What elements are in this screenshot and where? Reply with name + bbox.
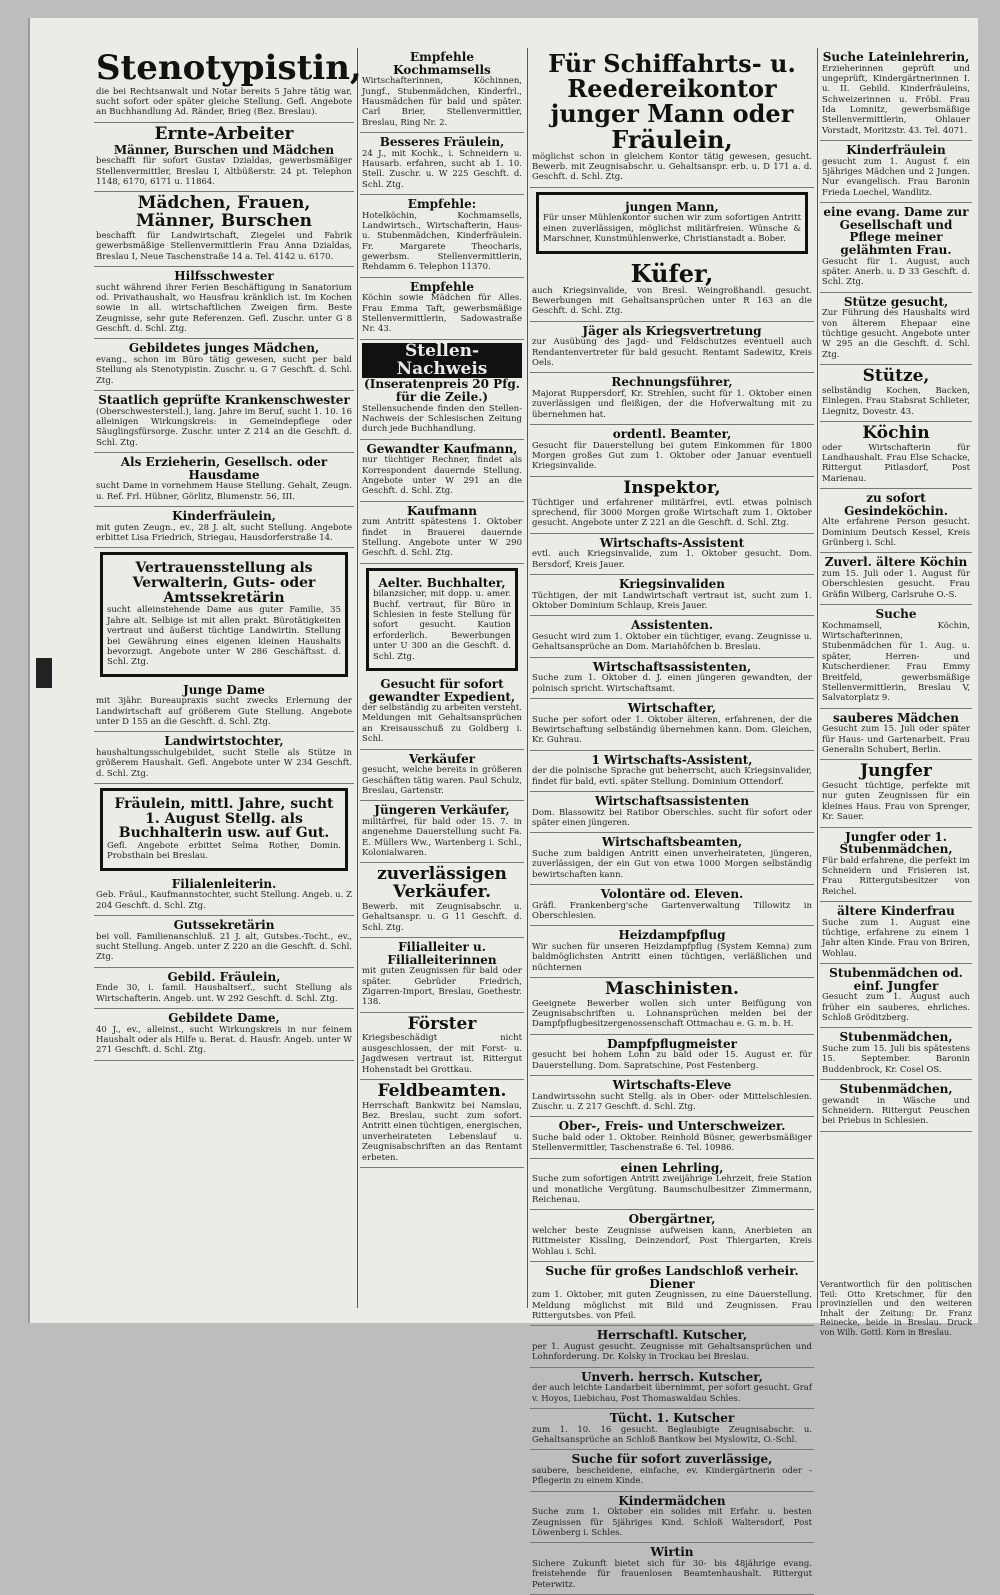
ad-body: gewandt in Wäsche und Schneidern. Rittergut Peuschen bei Priebus in Schlesien.: [822, 1095, 970, 1127]
classified-ad: [530, 751, 814, 792]
ad-headline: Dampfpflugmeister: [607, 1036, 737, 1051]
ad-headline: Filialenleiterin.: [171, 876, 277, 891]
ad-body: beschafft für sofort Gustav Dzialdas, gewerbsmäßiger Stellenvermittler, Breslau I, Altbüßerstr. 24 pt. Telephon 1148, 6170, 6171 u. 11864.: [96, 156, 352, 187]
ad-body: Hotelköchin, Kochmamsells, Landwirtsch., Wirtschafterin, Haus- u. Stubenmädchen, Kinderfräulein. Fr. Margarete Theocharis, gewerbsm. Stellenvermittlerin, Rehdamm 6. Telephon 11370.: [362, 210, 522, 273]
ad-body: Herrschaft Bankwitz bei Namslau, Bez. Breslau, sucht zum sofort. Antritt einen tüchtigen, energischen, unverheirateten Lebenslauf u. Zeugnisabschriften an das Rentamt erbeten.: [362, 1100, 522, 1163]
ad-body: mit guten Zeugn., ev., 28 J. alt, sucht Stellung. Angebote erbittet Lisa Friedrich, Striegau, Hausdorferstraße 14.: [96, 522, 352, 543]
ad-body: der auch leichte Landarbeit übernimmt, per sofort gesucht. Graf v. Hoyos, Liebichau, Post Thomaswaldau Schles.: [532, 1383, 812, 1404]
classified-ad: [530, 258, 814, 322]
ad-headline: Wirtschafter,: [627, 700, 717, 715]
ad-body: Kriegsbeschädigt nicht ausgeschlossen, der mit Forst- u. Jagdwesen vertraut ist. Rittergut Hohenstadt bei Grottkau.: [362, 1033, 522, 1075]
ad-headline: Empfehle Kochmamsells: [393, 50, 491, 77]
classified-ad: [820, 828, 972, 903]
ad-headline: Kaufmann: [406, 503, 477, 518]
ad-body: Gesucht zum 15. Juli oder später für Haus- und Gartenarbeit. Frau Generalin Schubert, Berlin.: [822, 724, 970, 755]
ad-body: Köchin sowie Mädchen für Alles. Frau Emma Taft, gewerbsmäßige Stellenvermittlerin, Sadowastraße Nr. 43.: [362, 293, 522, 335]
ad-headline: einen Lehrling,: [620, 1160, 724, 1175]
ad-headline: Mädchen, Frauen, Männer, Burschen: [135, 193, 313, 232]
classified-ad: [820, 760, 972, 827]
ad-body: militärfrei, für bald oder 15. 7. in angenehme Dauerstellung sucht Fa. E. Müllers Ww., Wartenberg i. Schl., Kolonialwaren.: [362, 816, 522, 858]
ad-body: evang., schon im Büro tätig gewesen, sucht per bald Stellung als Stenotypistin. Zuschr. u. G 7 Geschft. d. Schl. Ztg.: [96, 355, 352, 386]
classified-ad: [820, 1080, 972, 1132]
classified-ad: [530, 48, 814, 188]
binding-mark: [36, 658, 52, 688]
ad-body: sucht während ihrer Ferien Beschäftigung in Sanatorium od. Privathaushalt, wo Hausfrau kränklich ist. Im Kochen sowie in all. wirtschaftlichen Zweigen firm. Beste Zeugnisse, sehr gute Referenzen. Gefl. Zuschr. unter G 8 Geschft. d. Schl. Ztg.: [96, 282, 352, 335]
classified-ad: [530, 1262, 814, 1326]
ad-headline: Für Schiffahrts- u. Reedereikontor: [548, 49, 796, 104]
classified-ad: [360, 801, 524, 863]
ad-headline: zu sofort Gesindeköchin.: [844, 491, 948, 518]
classified-ad: [820, 605, 972, 708]
ad-headline: Hilfsschwester: [174, 269, 274, 284]
ad-body: Tüchtiger und erfahrener militärfrei, evtl. etwas polnisch sprechend, für 3000 Morgen große Wirtschaft zum 1. Oktober gesucht. Angebote unter Z 221 an die Geschft. d. Schl. Ztg.: [532, 497, 812, 529]
classified-ad: [360, 340, 524, 440]
classified-ad: [530, 1492, 814, 1544]
ad-headline: Fräulein, mittl. Jahre, sucht 1. August Stellg. als Buchhalterin usw. auf Gut.: [114, 795, 334, 842]
ad-headline: Herrschaftl. Kutscher,: [596, 1328, 748, 1343]
ad-body: Für unser Mühlenkontor suchen wir zum sofortigen Antritt einen zuverlässigen, möglichst militärfreien. Wünsche & Marschner, Kunstmühlenwerke, Christianstadt a. Bober.: [543, 213, 801, 245]
classified-ad: [530, 658, 814, 699]
classified-ad: [530, 322, 814, 374]
classified-ad: [360, 48, 524, 133]
ad-headline: Gebild. Fräulein,: [167, 969, 281, 984]
classified-ad: [530, 575, 814, 616]
ad-headline: Vertrauensstellung als Verwalterin, Guts- oder Amtssekretärin: [132, 560, 316, 606]
ad-headline: Als Erzieherin, Gesellsch. oder Hausdame: [120, 455, 328, 482]
ad-body: Dom. Blassowitz bei Ratibor Oberschles. sucht für sofort oder später einen jüngeren.: [532, 807, 812, 828]
ad-body: Suche zum 1. August eine tüchtige, erfahrene zu einem 1 Jahr alten Kinde. Frau von Briren, Wohlau.: [822, 917, 970, 959]
ad-body: Suche zum 1. Oktober ein solides mit Erfahr. u. besten Zeugnissen für 5jähriges Kind. Schloß Waltersdorf, Post Löwenberg i. Schles.: [532, 1507, 812, 1538]
ad-headline: Suche Lateinlehrerin,: [822, 50, 970, 64]
classified-ad: [360, 863, 524, 938]
ad-body: beschafft für Landwirtschaft, Ziegelei und Fabrik gewerbsmäßige Stellenvermittlerin Frau Anna Dzialdas, Breslau I, Neue Taschenstraße 14 a. Tel. 4142 u. 6170.: [96, 230, 352, 262]
ad-headline: Wirtschafts-Assistent: [599, 535, 745, 550]
ad-headline: Stütze,: [862, 365, 930, 386]
ad-headline: 1 Wirtschafts-Assistent,: [591, 752, 753, 767]
classified-ad: [820, 964, 972, 1028]
ad-headline: Aelter. Buchhalter,: [378, 575, 506, 590]
ad-headline: Kriegsinvaliden: [619, 577, 725, 592]
classified-ad: [360, 1080, 524, 1168]
ad-headline: Stenotypistin,: [96, 48, 362, 88]
ad-body: Alte erfahrene Person gesucht. Dominium Deutsch Kessel, Kreis Grünberg i. Schl.: [822, 517, 970, 549]
classified-ad: [366, 568, 518, 671]
classified-ad: [94, 681, 354, 733]
classified-ad: [94, 507, 354, 548]
imprint-footer: Verantwortlich für den politischen Teil: Otto Kretschmer, für den provinziellen und den weiteren Inhalt der Zeitung: Dr. Franz Reinecke, beide in Breslau. Druck von Wilh. Gottl. Korn in Breslau.: [820, 1280, 972, 1337]
ad-body: Suche per sofort oder 1. Oktober älteren, erfahrenen, der die Bewirtschaftung selbständig übernehmen kann. Dom. Gleichen, Kr. Guhrau.: [532, 714, 812, 746]
ad-headline: Jungfer oder 1. Stubenmädchen,: [839, 829, 953, 857]
column-3: [530, 48, 814, 1590]
ad-body: gesucht, welche bereits in größeren Geschäften tätig waren. Paul Schulz, Breslau, Gartenstr.: [362, 765, 522, 796]
classified-ad: [94, 48, 362, 123]
classified-ad: [820, 203, 972, 292]
classified-ad: [360, 1013, 524, 1080]
ad-body: Suche zum 15. Juli bis spätestens 15. September. Baronin Buddenbrock, Kr. Cosel OS.: [822, 1044, 970, 1075]
ad-body: gesucht bei hohem Lohn zu bald oder 15. August er. für Dauerstellung. Dom. Sapratschine, Post Festenberg.: [532, 1050, 812, 1071]
classified-ad: [94, 968, 354, 1009]
ad-headline: Obergärtner,: [628, 1212, 716, 1227]
ad-headline: Ober-, Freis- und Unterschweizer.: [558, 1119, 786, 1134]
ad-headline: Gesucht für sofort gewandter Expedient,: [368, 676, 516, 704]
ad-body: bei voll. Familienanschluß. 21 J. alt, Gutsbes.-Tocht., ev., sucht Stellung. Angeb. unter Z 220 an die Geschft. d. Schl. Ztg.: [96, 931, 352, 963]
ad-body: Sichere Zukunft bietet sich für 30- bis 48jährige evang. freistehende für frauenlosen Beamtenhaushalt. Rittergut Peterwitz.: [532, 1558, 812, 1590]
classified-ad: [530, 373, 814, 425]
ad-body: oder Wirtschafterin für Landhaushalt. Frau Else Schacke, Rittergut Pitlasdorf, Post Marienau.: [822, 442, 970, 484]
ad-body: Landwirtssohn sucht Stellg. als in Ober- oder Mittelschlesien. Zuschr. u. Z 217 Geschft. d. Schl. Ztg.: [532, 1091, 812, 1113]
ad-headline: Kinderfräulein,: [172, 509, 276, 524]
ad-headline: Verkäufer: [408, 751, 476, 766]
ad-body: 40 J., ev., alleinst., sucht Wirkungskreis in nur feinem Haushalt oder als Hilfe u. Berat. d. Hausfr. Angeb. unter W 271 Geschft. d. Schl. Ztg.: [96, 1024, 352, 1056]
ad-body: gesucht zum 1. August f. ein 5jähriges Mädchen und 2 Jungen. Nur evangelisch. Frau Baronin Frieda Loechel, Wandlitz.: [822, 156, 970, 198]
ad-body: Geb. Fräul., Kaufmannstochter, sucht Stellung. Angeb. u. Z 204 Geschft. d. Schl. Ztg.: [96, 890, 352, 911]
ad-body: zur Ausübung des Jagd- und Feldschutzes eventuell auch Rendantenvertreter für bald gesucht. Rentamt Sadewitz, Kreis Oels.: [532, 337, 812, 369]
ad-headline: Inspektor,: [623, 477, 721, 498]
ad-body: Tüchtigen, der mit Landwirtschaft vertraut ist, sucht zum 1. Oktober Dominium Schlaup, Kreis Jauer.: [532, 590, 812, 611]
ad-headline: Zuverl. ältere Köchin: [824, 555, 968, 570]
classified-ad: [530, 1076, 814, 1117]
ad-body: Für bald erfahrene, die perfekt im Schneidern und Frisieren ist. Frau Rittergutsbesitzer von Reichel.: [822, 855, 970, 897]
classified-ad: [94, 875, 354, 916]
ad-body: Suche bald oder 1. Oktober. Reinhold Büsner, gewerbsmäßiger Stellenvermittler, Taschenstraße 6. Tel. 10986.: [532, 1133, 812, 1154]
classified-ad: [820, 141, 972, 203]
ad-headline: Wirtschaftsbeamten,: [601, 835, 743, 850]
ad-body: Gesucht wird zum 1. Oktober ein tüchtiger, evang. Zeugnisse u. Gehaltsansprüche an Dom. Mariahöfchen b. Breslau.: [532, 631, 812, 653]
ad-body: selbständig Kochen, Backen, Einlegen. Frau Stabsrat Schlieter, Liegnitz, Dovestr. 43.: [822, 385, 970, 417]
ad-headline: Stubenmädchen,: [839, 1082, 953, 1097]
ad-headline: ordentl. Beamter,: [612, 427, 732, 442]
ad-headline: Wirtschafts-Eleve: [612, 1078, 732, 1093]
column-rule: [357, 48, 358, 1308]
ad-headline: ältere Kinderfrau: [837, 904, 955, 919]
ad-headline: Jüngeren Verkäufer,: [374, 803, 510, 818]
ad-body: sucht Dame in vornehmem Hause Stellung. Gehalt, Zeugn. u. Ref. Frl. Hübner, Görlitz, Blumenstr. 56, III.: [96, 481, 352, 502]
ad-headline: Förster: [407, 1013, 477, 1034]
ad-body: evtl. auch Kriegsinvalide, zum 1. Oktober gesucht. Dom. Bersdorf, Kreis Jauer.: [532, 549, 812, 570]
column-2: [360, 48, 524, 1308]
classified-ad: [530, 477, 814, 534]
ad-headline: Stellen-Nachweis: [362, 343, 522, 379]
ad-body: auch Kriegsinvalide, von Bresl. Weingroßhandl. gesucht. Bewerbungen mit Gehaltsansprüchen unter R 163 an die Geschft. d. Schl. Ztg.: [532, 285, 812, 317]
ad-body: zum 1. Oktober, mit guten Zeugnissen, zu eine Dauerstellung. Meldung möglichst mit Bild und Zeugnissen. Frau Rittergutsbes. von Pfeil.: [532, 1290, 812, 1322]
ad-body: zum Antritt spätestens 1. Oktober findet in Brauerei dauernde Stellung. Angebote unter W 290 Geschft. d. Schl. Ztg.: [362, 517, 522, 559]
classified-ad: [530, 1543, 814, 1595]
ad-body: Ende 30, i. famil. Haushaltserf., sucht Stellung als Wirtschafterin. Angeb. unt. W 292 Geschft. d. Schl. Ztg.: [96, 983, 352, 1004]
classified-ad: [360, 675, 524, 750]
ad-headline: Maschinisten.: [605, 978, 739, 999]
classified-ad: [536, 192, 808, 254]
classified-ad: [820, 365, 972, 422]
classified-ad: [94, 916, 354, 968]
ad-body: Gefl. Angebote erbittet Selma Rother, Domin. Probsthain bei Breslau.: [107, 840, 341, 862]
classified-ad: [530, 1409, 814, 1450]
ad-body: Kochmamsell, Köchin, Wirtschafterinnen, Stubenmädchen für 1. Aug. u. später, Herren- und Kutscherdiener. Frau Emmy Breitfeld, gewerbsmäßige Stellenvermittlerin, Breslau V, Salvatorplatz 9.: [822, 620, 970, 704]
ad-headline: Gutssekretärin: [173, 918, 275, 933]
classified-ad: [100, 788, 348, 871]
classified-ad: [94, 453, 354, 507]
ad-body: welcher beste Zeugnisse aufweisen kann, Anerbieten an Rittmeister Kissling, Deinzendorf, Post Thiergarten, Kreis Wohlau i. Schl.: [532, 1226, 812, 1257]
classified-ad: [530, 425, 814, 477]
column-rule: [817, 48, 818, 1308]
ad-headline: Feldbeamten.: [377, 1080, 507, 1101]
ad-headline: Wirtschaftsassistenten: [594, 793, 750, 808]
ad-body: der selbständig zu arbeiten versteht. Meldungen mit Gehaltsansprüchen an Kreisausschuß zu Goldberg i. Schl.: [362, 703, 522, 745]
classified-ad: [94, 267, 354, 339]
ad-body: Suche zum baldigen Antritt einen unverheirateten, jüngeren, zuverlässigen, der ein Gut von etwa 1000 Morgen selbständig bewirtschaften kann.: [532, 848, 812, 880]
ad-headline: Suche: [875, 607, 917, 622]
ad-headline: Suche für sofort zuverlässige,: [571, 1452, 773, 1467]
ad-headline: Unverh. herrsch. Kutscher,: [581, 1369, 763, 1384]
ad-headline: Rechnungsführer,: [611, 375, 733, 390]
ad-body: mit 3jähr. Bureaupraxis sucht zwecks Erlernung der Landwirtschaft auf größerem Gute Stellung. Angebote unter D 155 an die Geschft. d. Schl. Ztg.: [96, 696, 352, 727]
ad-body: mit guten Zeugnissen für bald oder später. Gebrüder Friedrich, Zigarren-Import, Breslau, Goethestr. 138.: [362, 966, 522, 1008]
classified-ad: [530, 833, 814, 885]
ad-headline: Stubenmädchen od. einf. Jungfer: [829, 966, 963, 993]
ad-headline: Wirtin: [650, 1545, 694, 1560]
ad-headline: Tücht. 1. Kutscher: [609, 1411, 735, 1425]
ad-headline: Gewandter Kaufmann,: [366, 441, 518, 456]
ad-headline: Empfehle:: [407, 197, 477, 212]
ad-body: haushaltungsschulgebildet, sucht Stelle als Stütze in größerem Haushalt. Gefl. Angebote unter W 234 Geschft. d. Schl. Ztg.: [96, 747, 352, 779]
ad-subheadline: (Inseratenpreis 20 Pfg. für die Zeile.): [364, 377, 520, 405]
ad-subheadline: Männer, Burschen und Mädchen: [113, 142, 335, 157]
classified-ad: [100, 552, 348, 676]
classified-ad: [360, 750, 524, 802]
classified-ad: [820, 902, 972, 964]
ad-headline: Assistenten.: [630, 618, 714, 633]
ad-body: Gesucht tüchtige, perfekte mit nur guten Zeugnissen für ein kleines Haus. Frau von Sprenger, Kr. Sauer.: [822, 781, 970, 823]
classified-ad: [820, 1028, 972, 1080]
ad-headline: Stütze gesucht,: [843, 294, 949, 309]
classified-ad: [360, 278, 524, 340]
ad-headline: Kinderfräulein: [846, 143, 946, 158]
classified-ad: [530, 792, 814, 833]
classified-ad: [94, 339, 354, 391]
classified-ad: [530, 1326, 814, 1367]
classified-ad: [820, 422, 972, 489]
classified-ad: [530, 885, 814, 926]
column-rule: [527, 48, 528, 1308]
ad-body: per 1. August gesucht. Zeugnisse mit Gehaltsansprüchen und Lohnforderung. Dr. Kolsky in Trockau bei Breslau.: [532, 1341, 812, 1363]
ad-headline: jungen Mann,: [625, 199, 719, 214]
newspaper-page: [28, 18, 978, 1590]
ad-body: die bei Rechtsanwalt und Notar bereits 5 Jahre tätig war, sucht sofort oder später gleiche Stellung. Gefl. Angebote an Buchhandlung Ad. Ränder, Brieg (Bez. Breslau).: [96, 86, 352, 118]
classified-ad: [820, 489, 972, 553]
column-1: [94, 48, 362, 1308]
classified-ad: [530, 1159, 814, 1211]
ad-headline: Ernte-Arbeiter: [154, 123, 294, 144]
ad-headline: Suche für großes Landschloß verheir. Diener: [545, 1264, 799, 1291]
ad-body: der die polnische Sprache gut beherrscht, auch Kriegsinvalider, findet für bald, evtl. später Stellung. Dominium Ottendorf.: [532, 766, 812, 787]
ad-body: Wirtschafterinnen, Köchinnen, Jungf., Stubenmädchen, Kinderfrl., Hausmädchen für bald und später. Carl Brier, Stellenvermittler, Breslau, Ring Nr. 2.: [362, 76, 522, 128]
ad-headline: Jäger als Kriegsvertretung: [582, 323, 762, 338]
ad-headline: Gebildetes junges Mädchen,: [128, 341, 320, 356]
ad-headline: Volontäre od. Eleven.: [600, 886, 744, 901]
ad-headline: Jungfer: [860, 761, 932, 782]
ad-headline: Köchin: [862, 422, 930, 443]
ad-body: Bewerb. mit Zeugnisabschr. u. Gehaltsanspr. u. G 11 Geschft. d. Schl. Ztg.: [362, 901, 522, 933]
ad-body: möglichst schon in gleichem Kontor tätig gewesen, gesucht. Bewerb. mit Zeugnisabschr. u. Gehaltsanspr. erb. u. D 171 a. d. Geschft. d. Schl. Ztg.: [532, 151, 812, 183]
ad-headline: Empfehle: [410, 279, 474, 294]
classified-ad: [530, 534, 814, 575]
column-4: [820, 48, 972, 1308]
ad-body: 24 J., mit Kochk., i. Schneidern u. Hausarb. erfahren, sucht ab 1. 10. Stell. Zuschr. u. W 225 Geschft. d. Schl. Ztg.: [362, 148, 522, 190]
classified-ad: [820, 293, 972, 365]
classified-ad: [94, 192, 354, 267]
ad-headline: Gebildete Dame,: [168, 1011, 280, 1025]
classified-ad: [530, 926, 814, 978]
ad-headline: Junge Dame: [183, 682, 265, 697]
ad-headline: eine evang. Dame zur Gesellschaft und Pflege meiner gelähmten Frau.: [823, 205, 969, 257]
ad-body: Gräfl. Frankenberg'sche Gartenverwaltung Tillowitz in Oberschlesien.: [532, 900, 812, 921]
classified-ad: [360, 440, 524, 502]
ad-headline: Landwirtstochter,: [164, 734, 284, 749]
ad-body: Erzieherinnen geprüft und ungeprüft, Kindergärtnerinnen I. u. II. Gebild. Kinderfräuleins, Schweizerinnen u. Fröbl. Frau Ida Lomnitz, gewerbsmäßige Stellenvermittlerin, Ohlauer Vorstadt, Moritzstr. 43. Tel. 4071.: [822, 63, 970, 136]
classified-ad: [530, 1035, 814, 1076]
classified-ad: [94, 1009, 354, 1061]
classified-ad: [360, 938, 524, 1013]
ad-headline: Besseres Fräulein,: [379, 134, 505, 149]
classified-ad: [360, 502, 524, 564]
ad-body: Suche zum 1. Oktober d. J. einen jüngeren gewandten, der polnisch spricht. Wirtschaftsamt.: [532, 673, 812, 694]
ad-body: Zur Führung des Haushalts wird von älterem Ehepaar eine tüchtige gesucht. Angebote unter W 295 an die Geschft. d. Schl. Ztg.: [822, 308, 970, 360]
ad-body: zum 15. Juli oder 1. August für Oberschlesien gesucht. Frau Gräfin Wilberg, Carlsruhe O.-S.: [822, 569, 970, 600]
classified-ad: [530, 1368, 814, 1409]
ad-body: Majorat Ruppersdorf, Kr. Strehlen, sucht für 1. Oktober einen zuverlässigen und fleißigen, der die Hofverwaltung mit zu übernehmen hat.: [532, 389, 812, 420]
ad-headline: Filialleiter u. Filialleiterinnen: [387, 940, 497, 967]
ad-body: Gesucht für Dauerstellung bei gutem Einkommen für 1800 Morgen großes Gut zum 1. Oktober oder Januar eventuell Kriegsinvalide.: [532, 440, 812, 472]
classified-ad: [360, 133, 524, 195]
ad-subheadline: junger Mann oder Fräulein,: [550, 99, 794, 154]
ad-body: (Oberschwesterstell.), lang. Jahre im Beruf, sucht 1. 10. 16 alleinigen Wirkungskreis: in Gemeindepflege oder Säuglingsfürsorge. Zuschr. unter Z 214 an die Geschft. d. Schl. Ztg.: [96, 406, 352, 448]
ad-body: Stellensuchende finden den Stellen-Nachweis der Schlesischen Zeitung durch jede Buchhandlung.: [362, 403, 522, 435]
classified-ad: [94, 732, 354, 784]
ad-headline: Staatlich geprüfte Krankenschwester: [98, 393, 350, 408]
classified-ad: [820, 553, 972, 605]
ad-body: sucht alleinstehende Dame aus guter Familie, 35 Jahre alt. Selbige ist mit allen prakt. Bürotätigkeiten vertraut und äußerst tüchtige Landwirtin. Stellung bei Gewährung eines eigenen kleinen Haushalts bevorzugt. Angebote unter W 286 Geschäftsst. d. Schl. Ztg.: [107, 605, 341, 668]
ad-body: Gesucht für 1. August, auch später. Anerb. u. D 33 Geschft. d. Schl. Ztg.: [822, 256, 970, 288]
ad-headline: Stubenmädchen,: [839, 1030, 953, 1045]
classified-ad: [530, 699, 814, 751]
ad-headline: Küfer,: [630, 258, 714, 288]
ad-body: Suche zum sofortigen Antritt zweijährige Lehrzeit, freie Station und monatliche Vergütung. Baumschulbesitzer Zimmermann, Reichenau.: [532, 1174, 812, 1206]
ad-headline: Wirtschaftsassistenten,: [592, 659, 752, 674]
ad-body: Wir suchen für unseren Heizdampfpflug (System Kemna) zum baldmöglichsten Antritt einen tüchtigen, verläßlichen und nüchternen: [532, 941, 812, 973]
classified-ad: [360, 195, 524, 278]
ad-body: Gesucht zum 1. August auch früher ein sauberes, ehrliches. Schloß Gröditzberg.: [822, 992, 970, 1024]
ad-headline: sauberes Mädchen: [832, 710, 959, 725]
classified-ad: [530, 1117, 814, 1158]
ad-body: Geeignete Bewerber wollen sich unter Beifügung von Zeugnisabschriften u. Lohnansprüchen melden bei der Dampfpflugbesitzergenossenschaft Ottmachau e. G. m. b. H.: [532, 998, 812, 1030]
classified-ad: [94, 123, 354, 193]
ad-headline: Heizdampfpflug: [618, 928, 726, 943]
ad-body: zum 1. 10. 16 gesucht. Beglaubigte Zeugnisabschr. u. Gehaltsansprüche an Schloß Bantkow bei Myslowitz, O.-Schl.: [532, 1424, 812, 1445]
classified-ad: [94, 391, 354, 453]
classified-ad: [820, 48, 972, 141]
classified-ad: [820, 709, 972, 761]
ad-headline: zuverlässigen Verkäufer.: [377, 864, 507, 903]
ad-body: saubere, bescheidene, einfache, ev. Kindergärtnerin oder -Pflegerin zu einem Kinde.: [532, 1465, 812, 1487]
classified-ad: [530, 616, 814, 657]
classified-ad: [530, 978, 814, 1035]
classified-ad: [530, 1450, 814, 1491]
ad-body: bilanzsicher, mit dopp. u. amer. Buchf. vertraut, für Büro in Schlesien in feste Stellung für sofort gesucht. Kaution erforderlich. Bewerbungen unter U 300 an die Geschft. d. Schl. Ztg.: [373, 589, 511, 662]
classified-ad: [530, 1210, 814, 1262]
ad-headline: Kindermädchen: [618, 1493, 726, 1508]
ad-body: nur tüchtiger Rechner, findet als Korrespondent dauernde Stellung. Angebote unter W 291 an die Geschft. d. Schl. Ztg.: [362, 455, 522, 497]
